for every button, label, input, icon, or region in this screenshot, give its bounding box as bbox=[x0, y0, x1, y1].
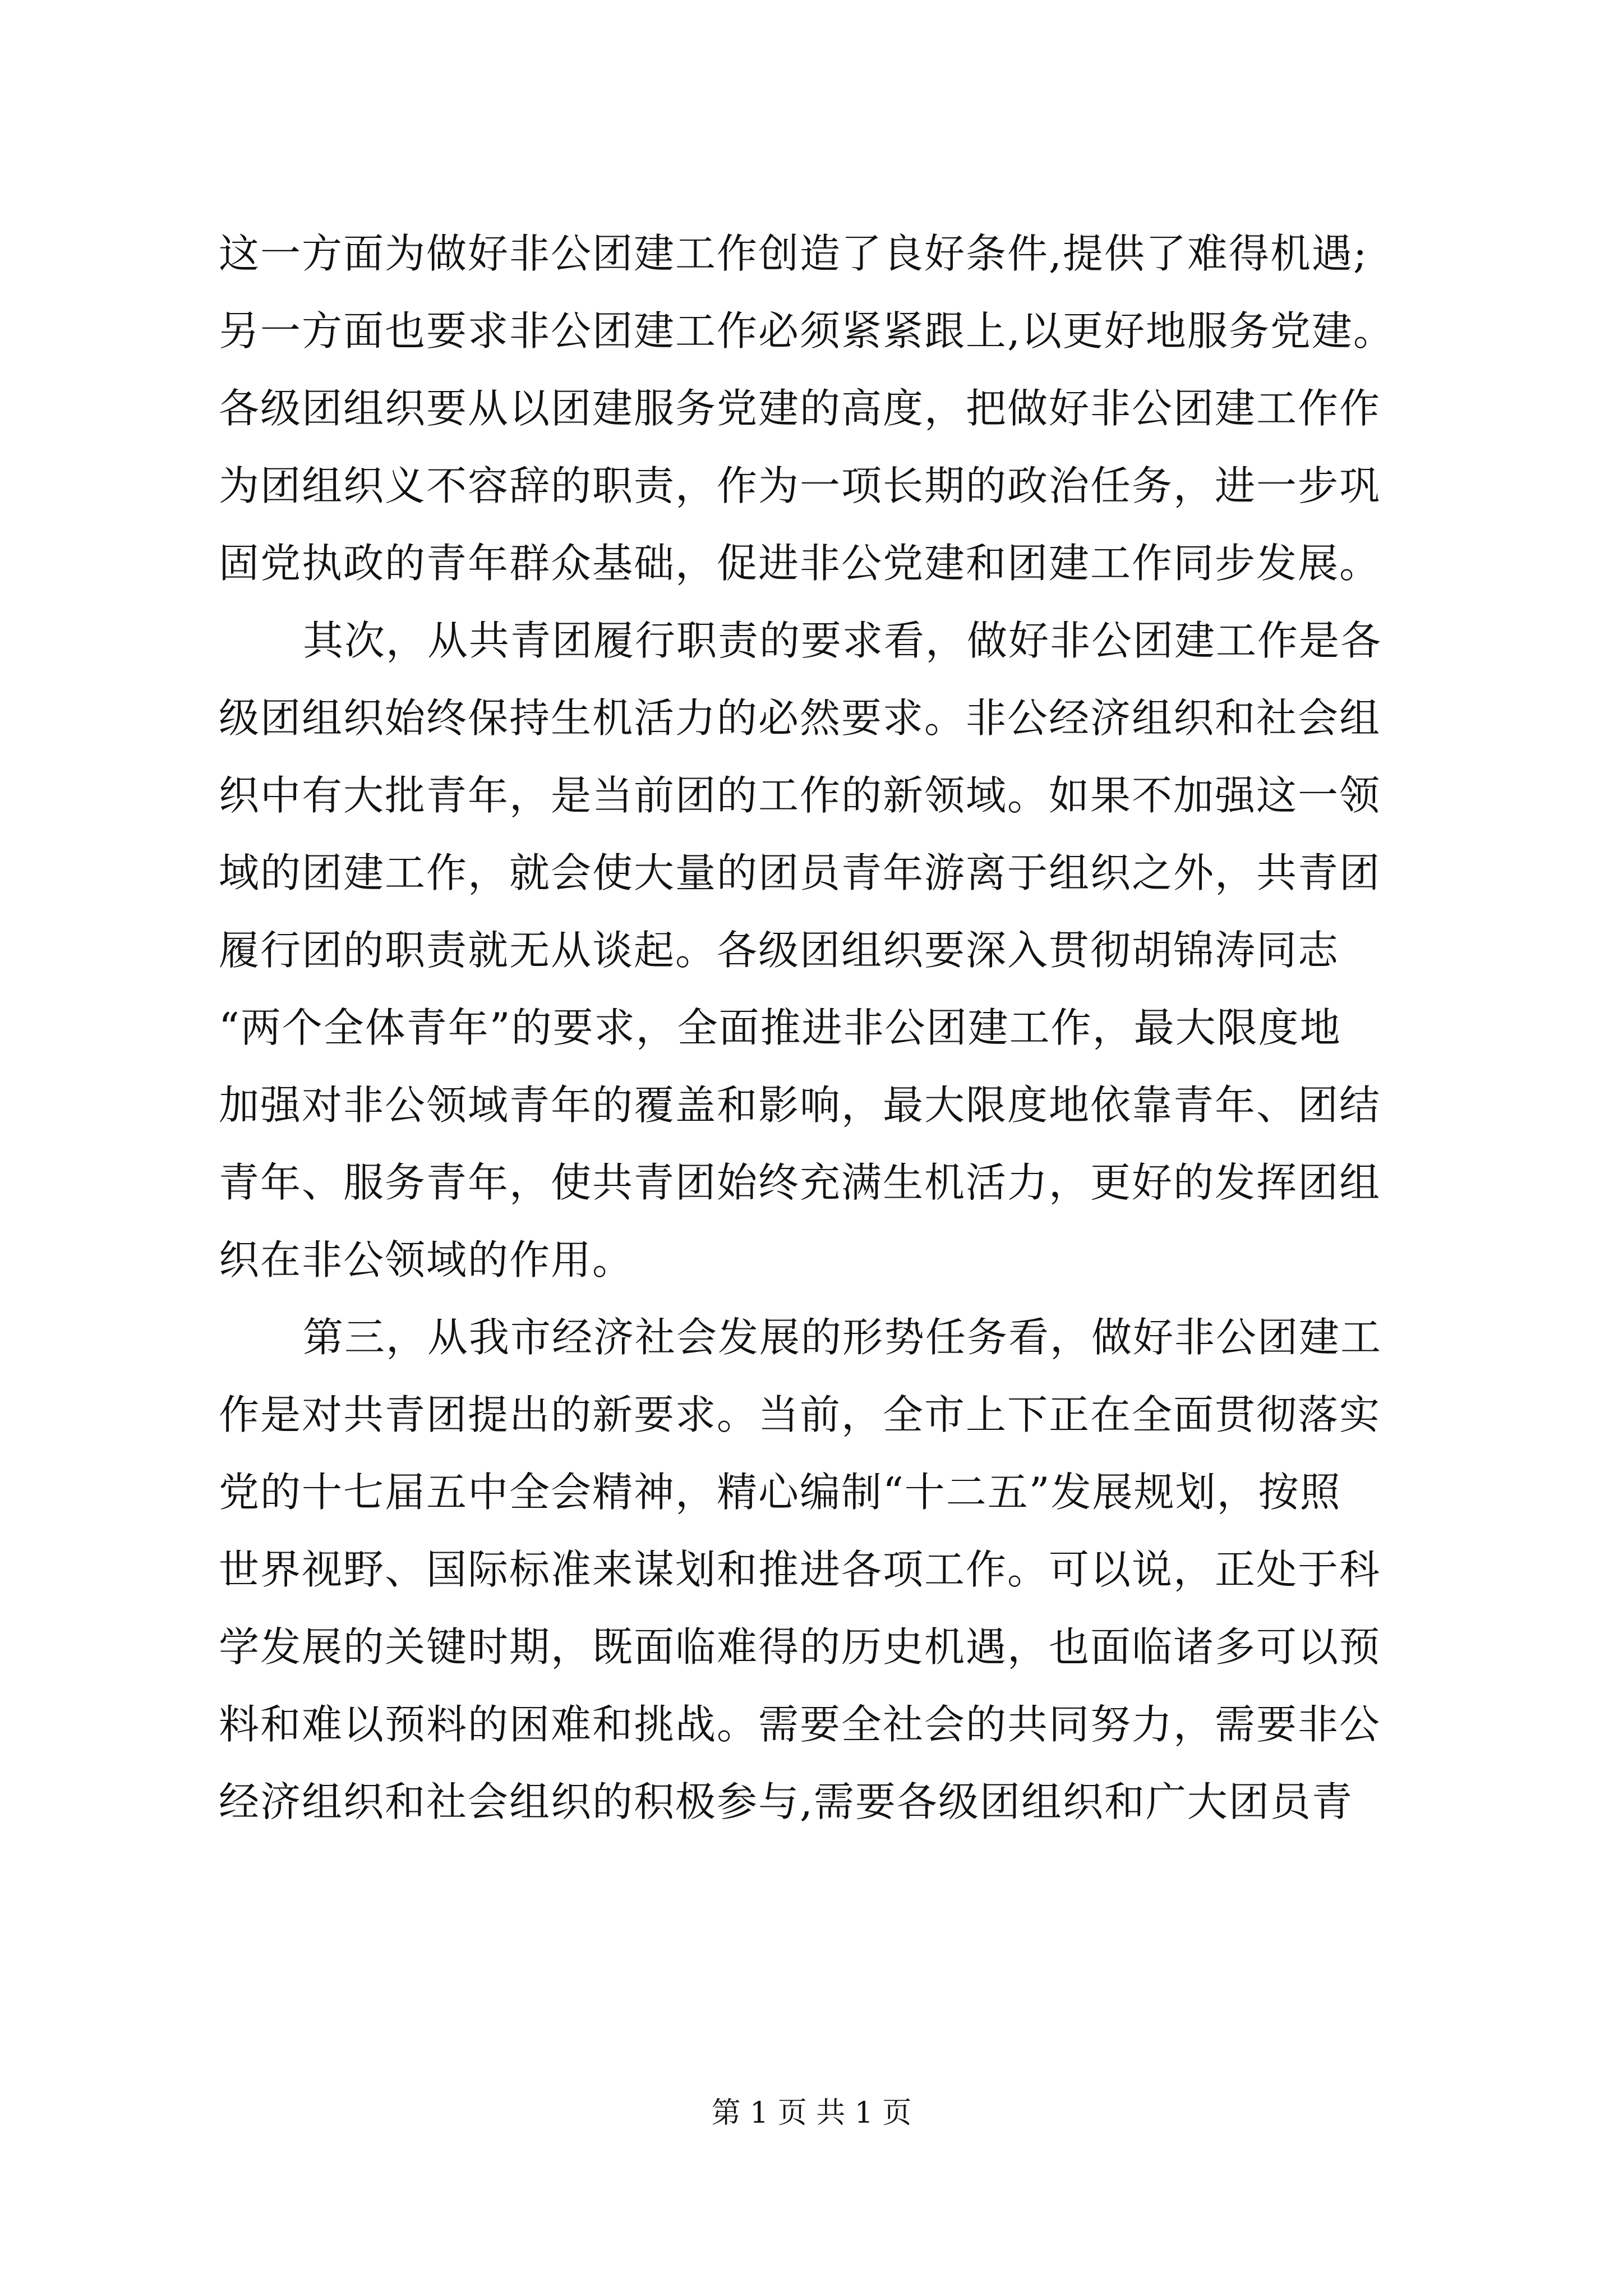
text-line: 级团组织始终保持生机活力的必然要求。非公经济组织和社会组 bbox=[219, 694, 1381, 742]
text-line: 域的团建工作，就会使大量的团员青年游离于组织之外，共青团 bbox=[219, 849, 1381, 896]
text-line: 作是对共青团提出的新要求。当前，全市上下正在全面贯彻落实 bbox=[219, 1391, 1381, 1438]
text-line: 党的十七届五中全会精神，精心编制“十二五”发展规划，按照 bbox=[219, 1469, 1341, 1516]
text-line: 织中有大批青年，是当前团的工作的新领域。如果不加强这一领 bbox=[219, 772, 1381, 819]
text-line: 经济组织和社会组织的积极参与,需要各级团组织和广大团员青 bbox=[219, 1778, 1353, 1825]
text-line: 为团组织义不容辞的职责，作为一项长期的政治任务，进一步巩 bbox=[219, 462, 1381, 509]
paragraph-start-line: 其次，从共青团履行职责的要求看，做好非公团建工作是各 bbox=[303, 617, 1382, 664]
text-line: 世界视野、国际标准来谋划和推进各项工作。可以说，正处于科 bbox=[219, 1546, 1381, 1593]
text-line: 料和难以预料的困难和挑战。需要全社会的共同努力，需要非公 bbox=[219, 1701, 1381, 1748]
text-line: 加强对非公领域青年的覆盖和影响，最大限度地依靠青年、团结 bbox=[219, 1082, 1381, 1129]
paragraph-start-line: 第三，从我市经济社会发展的形势任务看，做好非公团建工 bbox=[303, 1314, 1382, 1361]
text-line: 另一方面也要求非公团建工作必须紧紧跟上,以更好地服务党建。 bbox=[219, 307, 1395, 355]
text-line: 履行团的职责就无从谈起。各级团组织要深入贯彻胡锦涛同志 bbox=[219, 927, 1340, 974]
page-number-footer: 第 1 页 共 1 页 bbox=[711, 2096, 912, 2130]
text-line: 织在非公领域的作用。 bbox=[219, 1236, 634, 1283]
text-line: 这一方面为做好非公团建工作创造了良好条件,提供了难得机遇; bbox=[219, 230, 1368, 277]
text-line: 各级团组织要从以团建服务党建的高度，把做好非公团建工作作 bbox=[219, 385, 1381, 432]
text-line: 学发展的关键时期，既面临难得的历史机遇，也面临诸多可以预 bbox=[219, 1623, 1381, 1671]
text-line: 青年、服务青年，使共青团始终充满生机活力，更好的发挥团组 bbox=[219, 1159, 1381, 1206]
text-line: “两个全体青年”的要求，全面推进非公团建工作，最大限度地 bbox=[219, 1004, 1341, 1051]
text-line: 固党执政的青年群众基础，促进非公党建和团建工作同步发展。 bbox=[219, 540, 1381, 587]
